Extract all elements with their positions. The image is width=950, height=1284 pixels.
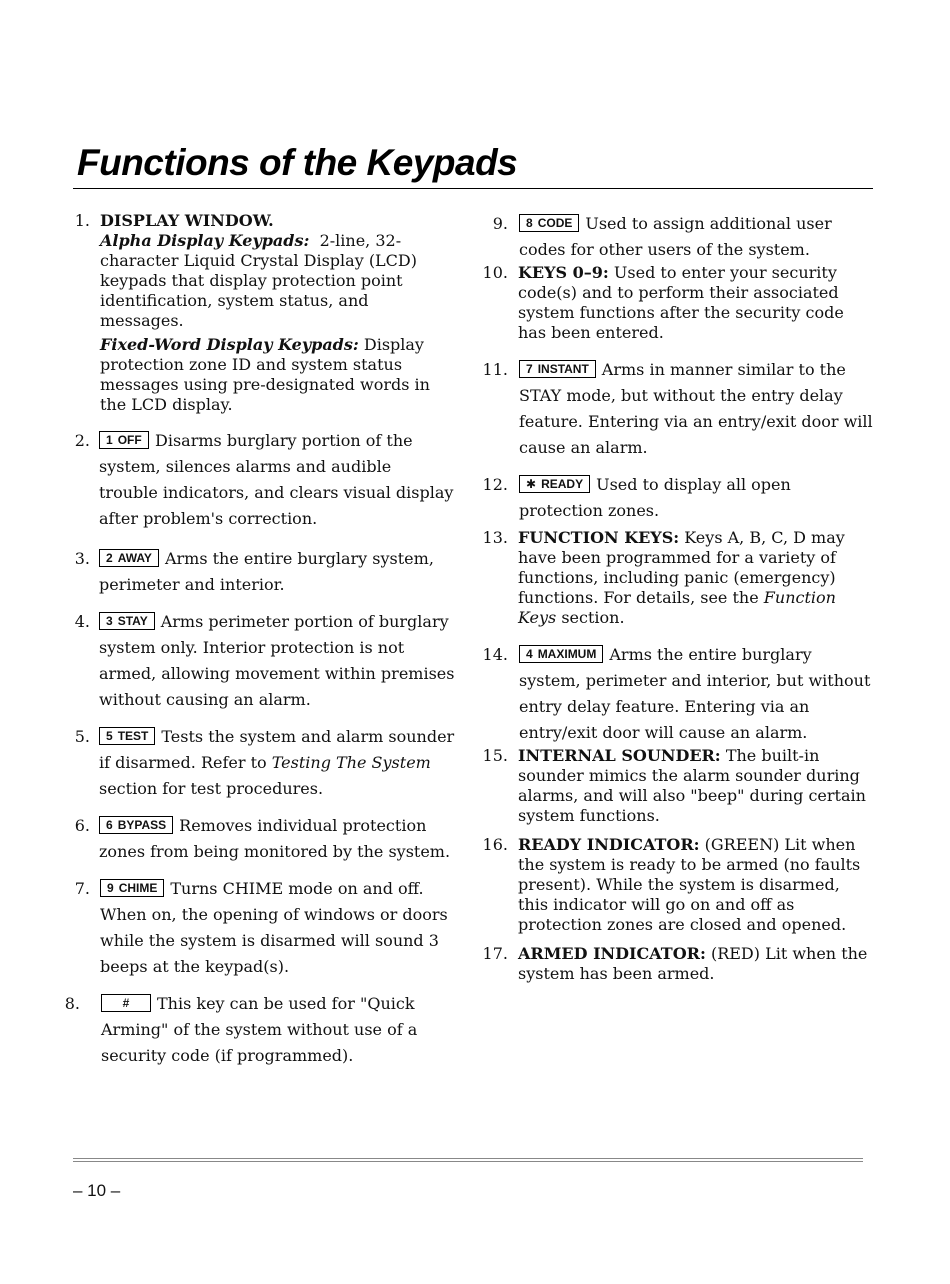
list-item-7	[60, 876, 455, 980]
bypass-key: 6 BYPASS	[99, 816, 173, 834]
item-number: 7.	[74, 879, 90, 898]
item-heading: KEYS 0–9:	[518, 263, 609, 282]
item-text: Used to assign additional user codes for other users of the system.	[519, 214, 832, 259]
list-item-10	[478, 263, 873, 343]
item-number: 15.	[482, 746, 508, 765]
list-item-9	[478, 211, 873, 263]
fixed-label: Fixed-Word Display Keypads:	[100, 335, 359, 354]
ready-key: ✱ READY	[519, 475, 590, 493]
item-number: 13.	[482, 528, 508, 547]
item-heading: INTERNAL SOUNDER:	[518, 746, 721, 765]
title-rule	[73, 188, 873, 189]
list-item-2	[60, 428, 455, 532]
right-column	[478, 211, 873, 984]
item-heading: FUNCTION KEYS:	[518, 528, 680, 547]
item-text: Turns CHIME mode on and off. When on, the opening of windows or doors while the system is disarmed will sound 3 beeps at the keypad(s).	[100, 879, 448, 976]
item-number: 8.	[64, 994, 80, 1013]
list-item-14	[478, 642, 873, 746]
item-text: section for test procedures.	[99, 779, 324, 798]
item-number: 17.	[482, 944, 508, 963]
footer-rule	[73, 1158, 863, 1159]
test-key: 5 TEST	[99, 727, 155, 745]
item-text: Used to enter your security code(s) and to perform their associated system functions after the security code has been entered.	[518, 263, 844, 342]
footer-rule	[73, 1161, 863, 1162]
item-text: Tests the system and alarm sounder if disarmed. Refer to	[99, 727, 455, 772]
item-text: This key can be used for "Quick Arming" of the system without use of a security code (if programmed).	[101, 994, 418, 1065]
list-item-11	[478, 357, 873, 461]
off-key: 1 OFF	[99, 431, 149, 449]
item-number: 9.	[492, 214, 508, 233]
item-text: Arms perimeter portion of burglary system only. Interior protection is not armed, allowing movement within premises without causing an alarm.	[99, 612, 455, 709]
item-text: Keys A, B, C, D may have been programmed for a variety of functions, including panic (emergency) functions. For details, see the	[518, 528, 845, 607]
alpha-text: 2-line, 32-character Liquid Crystal Display (LCD) keypads that display protection point identification, system status, and messages.	[100, 231, 417, 330]
item-number: 3.	[74, 549, 90, 568]
list-item-4	[60, 609, 455, 713]
code-key: 8 CODE	[519, 214, 579, 232]
item-text: The built-in sounder mimics the alarm sounder during alarms, and will also "beep" during certain system functions.	[518, 746, 866, 825]
list-item-1	[60, 211, 455, 415]
item-text: Arms the entire burglary system, perimeter and interior.	[99, 549, 434, 594]
item-number: 4.	[74, 612, 90, 631]
alpha-label: Alpha Display Keypads:	[100, 231, 310, 250]
left-column	[60, 211, 455, 1069]
item-number: 11.	[482, 360, 508, 379]
item-number: 12.	[482, 475, 508, 494]
page-number: – 10 –	[73, 1181, 121, 1200]
item-text: Arms in manner similar to the STAY mode, but without the entry delay feature. Entering via an entry/exit door will cause an alarm.	[519, 360, 873, 457]
pound-key: #	[101, 994, 151, 1012]
item-text: Removes individual protection zones from being monitored by the system.	[99, 816, 451, 861]
item-number: 6.	[74, 816, 90, 835]
list-item-5	[60, 724, 455, 802]
item-number: 5.	[74, 727, 90, 746]
maximum-key: 4 MAXIMUM	[519, 645, 603, 663]
item-text-italic: Function Keys	[518, 588, 836, 627]
list-item-6	[60, 813, 455, 865]
list-item-8	[60, 991, 455, 1069]
item-text: (RED) Lit when the system has been armed.	[518, 944, 868, 983]
chime-key: 9 CHIME	[100, 879, 164, 897]
item-heading: DISPLAY WINDOW.	[100, 211, 274, 230]
list-item-13	[478, 528, 873, 628]
item-number: 16.	[482, 835, 508, 854]
page-title: Functions of the Keypads	[77, 142, 518, 183]
item-text: Arms the entire burglary system, perimeter and interior, but without entry delay feature. Entering via an entry/exit door will cause an alarm.	[519, 645, 871, 742]
item-number: 14.	[482, 645, 508, 664]
item-heading: ARMED INDICATOR:	[518, 944, 706, 963]
item-number: 1.	[74, 211, 90, 230]
instant-key: 7 INSTANT	[519, 360, 596, 378]
list-item-12	[478, 472, 873, 524]
stay-key: 3 STAY	[99, 612, 155, 630]
item-heading: READY INDICATOR:	[518, 835, 700, 854]
item-text: section.	[561, 608, 625, 627]
list-item-15	[478, 746, 873, 826]
item-text: Disarms burglary portion of the system, silences alarms and audible trouble indicators, and clears visual display after problem's correction.	[99, 431, 454, 528]
item-number: 2.	[74, 431, 90, 450]
fixed-text: Display protection zone ID and system status messages using pre-designated words in the LCD display.	[100, 335, 430, 414]
item-text: (GREEN) Lit when the system is ready to be armed (no faults present). While the system is disarmed, this indicator will go on and off as protection zones are closed and opened.	[518, 835, 861, 934]
list-item-17	[478, 944, 873, 984]
list-item-3	[60, 546, 455, 598]
item-text: Used to display all open protection zones.	[519, 475, 791, 520]
list-item-16	[478, 835, 873, 935]
item-text-italic: Testing The System	[271, 753, 431, 772]
item-number: 10.	[482, 263, 508, 282]
away-key: 2 AWAY	[99, 549, 159, 567]
